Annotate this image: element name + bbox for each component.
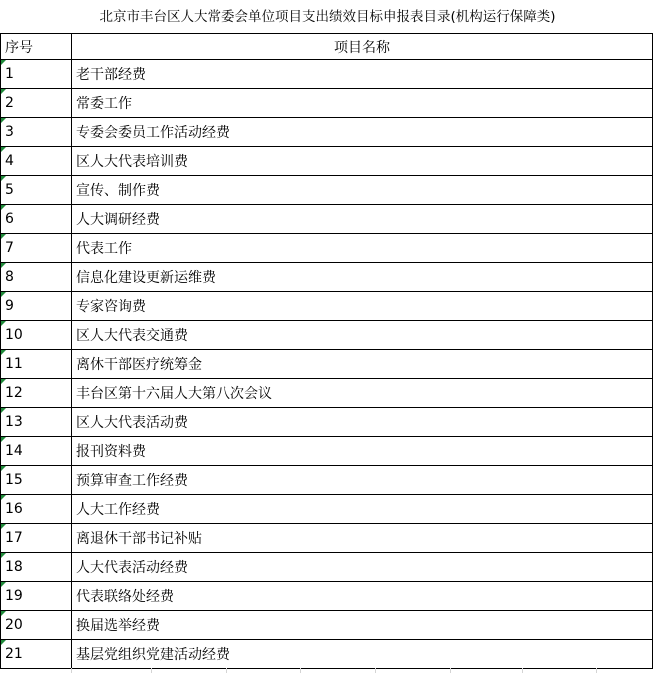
header-cell-name[interactable]: 项目名称 (72, 34, 653, 60)
row-number-cell[interactable]: 21 (1, 640, 72, 669)
project-name-cell[interactable]: 常委工作 (72, 89, 653, 118)
table-row (1, 205, 653, 234)
gridline (596, 668, 597, 673)
table-row (1, 234, 653, 263)
project-name-cell[interactable]: 离休干部医疗统筹金 (72, 350, 653, 379)
project-name-cell[interactable]: 丰台区第十六届人大第八次会议 (72, 379, 653, 408)
row-number-cell[interactable]: 17 (1, 524, 72, 553)
project-name-cell[interactable]: 信息化建设更新运维费 (72, 263, 653, 292)
table-row (1, 321, 653, 350)
project-name-cell[interactable]: 人大代表活动经费 (72, 553, 653, 582)
table-row (1, 292, 653, 321)
gridline (300, 668, 301, 673)
table-row (1, 147, 653, 176)
project-name-cell[interactable]: 老干部经费 (72, 60, 653, 89)
row-number-cell[interactable]: 19 (1, 582, 72, 611)
project-name-cell[interactable]: 基层党组织党建活动经费 (72, 640, 653, 669)
table-row (1, 640, 653, 669)
table-row (1, 263, 653, 292)
row-number-cell[interactable]: 8 (1, 263, 72, 292)
project-name-cell[interactable]: 预算审查工作经费 (72, 466, 653, 495)
row-number-cell[interactable]: 10 (1, 321, 72, 350)
project-name-cell[interactable]: 代表工作 (72, 234, 653, 263)
table-row (1, 495, 653, 524)
project-name-cell[interactable]: 区人大代表活动费 (72, 408, 653, 437)
row-number-cell[interactable]: 9 (1, 292, 72, 321)
project-name-cell[interactable]: 专委会委员工作活动经费 (72, 118, 653, 147)
row-number-cell[interactable]: 11 (1, 350, 72, 379)
table-row (1, 118, 653, 147)
project-name-cell[interactable]: 代表联络处经费 (72, 582, 653, 611)
header-row (1, 34, 653, 60)
row-number-cell[interactable]: 4 (1, 147, 72, 176)
row-number-cell[interactable]: 5 (1, 176, 72, 205)
project-name-cell[interactable]: 专家咨询费 (72, 292, 653, 321)
row-number-cell[interactable]: 13 (1, 408, 72, 437)
table-row (1, 466, 653, 495)
gridline (71, 668, 72, 673)
project-name-cell[interactable]: 离退休干部书记补贴 (72, 524, 653, 553)
row-number-cell[interactable]: 14 (1, 437, 72, 466)
table-row (1, 553, 653, 582)
project-name-cell[interactable]: 人大调研经费 (72, 205, 653, 234)
row-number-cell[interactable]: 12 (1, 379, 72, 408)
table-row (1, 408, 653, 437)
next-row-gridlines (0, 668, 655, 673)
project-name-cell[interactable]: 换届选举经费 (72, 611, 653, 640)
row-number-cell[interactable]: 2 (1, 89, 72, 118)
row-number-cell[interactable]: 6 (1, 205, 72, 234)
table-row (1, 437, 653, 466)
row-number-cell[interactable]: 3 (1, 118, 72, 147)
table-row (1, 582, 653, 611)
row-number-cell[interactable]: 7 (1, 234, 72, 263)
project-name-cell[interactable]: 宣传、制作费 (72, 176, 653, 205)
row-number-cell[interactable]: 15 (1, 466, 72, 495)
project-name-cell[interactable]: 报刊资料费 (72, 437, 653, 466)
table-title: 北京市丰台区人大常委会单位项目支出绩效目标申报表目录(机构运行保障类) (99, 9, 556, 25)
row-number-cell[interactable]: 1 (1, 60, 72, 89)
gridline (226, 668, 227, 673)
gridline (375, 668, 376, 673)
project-name-cell[interactable]: 区人大代表交通费 (72, 321, 653, 350)
project-name-cell[interactable]: 人大工作经费 (72, 495, 653, 524)
gridline (450, 668, 451, 673)
table-row (1, 89, 653, 118)
project-name-cell[interactable]: 区人大代表培训费 (72, 147, 653, 176)
table-row (1, 524, 653, 553)
row-number-cell[interactable]: 20 (1, 611, 72, 640)
table-row (1, 611, 653, 640)
row-number-cell[interactable]: 18 (1, 553, 72, 582)
gridline (522, 668, 523, 673)
gridline (151, 668, 152, 673)
project-table (0, 33, 653, 669)
table-row (1, 176, 653, 205)
header-cell-no[interactable]: 序号 (1, 34, 72, 60)
row-number-cell[interactable]: 16 (1, 495, 72, 524)
table-row (1, 350, 653, 379)
table-row (1, 60, 653, 89)
table-row (1, 379, 653, 408)
